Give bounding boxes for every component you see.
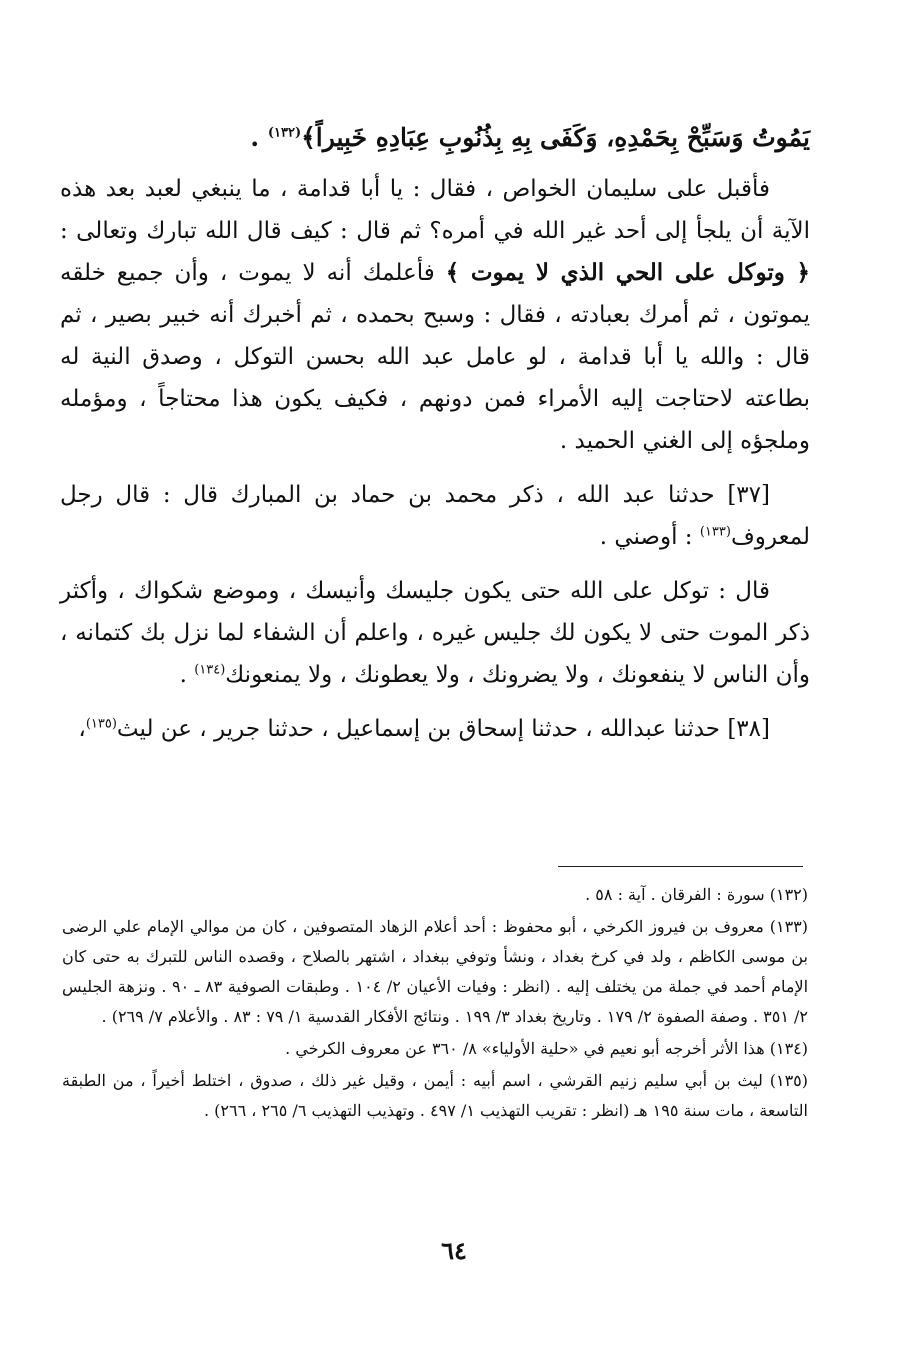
verse-text: يَمُوتُ وَسَبِّحْ بِحَمْدِهِ، وَكَفَى بِهِ بِذُنُوبِ عِبَادِهِ خَبِيراً﴾ — [301, 123, 810, 152]
paragraph-38 — [60, 708, 810, 750]
footnotes — [62, 880, 808, 1128]
footnote-134: (١٣٤) هذا الأثر أخرجه أبو نعيم في «حلية الأولياء» ٨/ ٣٦٠ عن معروف الكرخي . — [285, 1039, 808, 1058]
quran-verse-line — [60, 118, 810, 158]
paragraph-38-text: [٣٨] حدثنا عبدالله ، حدثنا إسحاق بن إسماعيل ، حدثنا جرير ، عن ليث — [116, 716, 770, 742]
paragraph-1 — [60, 168, 810, 462]
paragraph-37-text-a: [٣٧] حدثنا عبد الله ، ذكر محمد بن حماد بن المبارك قال : قال رجل لمعروف — [60, 482, 810, 550]
paragraph-3-end: . — [179, 662, 187, 688]
footnote-133: (١٣٣) معروف بن فيروز الكرخي ، أبو محفوظ : أحد أعلام الزهاد المتصوفين ، كان من موالي الإمام علي الرضى بن موسى الكاظم ، ولد في كرخ بغداد ، ونشأ وتوفي ببغداد ، اشتهر بالصلاح ، وقصده الناس للتبرك به حتى كان الإمام أحمد في جملة من يختلف إليه . (انظر : وفيات الأعيان ٢/ ١٠٤ . وطبقات الصوفية ٨٣ ـ ٩٠ . ونزهة الجليس ٢/ ٣٥١ . وصفة الصفوة ٢/ ١٧٩ . وتاريخ بغداد ٣/ ١٩٩ . ونتائج الأفكار القدسية ١/ ٧٩ : ٨٣ . والأعلام ٧/ ٢٦٩) . — [62, 917, 809, 1026]
footnote-ref-133: (١٣٣) — [699, 524, 731, 540]
verse-end-punct: . — [250, 123, 260, 152]
paragraph-37 — [60, 474, 810, 558]
footnote-ref-135: (١٣٥) — [85, 716, 117, 732]
quran-quote: ﴿ وتوكل على الحي الذي لا يموت ﴾ — [445, 259, 810, 286]
footnote-135: (١٣٥) ليث بن أبي سليم زنيم القرشي ، اسم أبيه : أيمن ، وقيل غير ذلك ، صدوق ، اختلط أخيراً ، من الطبقة التاسعة ، مات سنة ١٩٥ هـ (انظر : تقريب التهذيب ١/ ٤٩٧ . وتهذيب التهذيب ٦/ ٢٦٥ ، ٢٦٦) . — [62, 1071, 808, 1120]
paragraph-1-text-b: فأعلمك أنه لا يموت ، وأن جميع خلقه يموتون ، ثم أمرك بعبادته ، فقال : وسبح بحمده ، ثم أخبرك أنه خبير بصير ، ثم قال : والله يا أبا قدامة ، لو عامل عبد الله بحسن التوكل ، وصدق النية له بطاعته لاحتاجت إليه الأمراء فمن دونهم ، فكيف يكون هذا محتاجاً ، ومؤمله وملجؤه إلى الغني الحميد . — [60, 260, 810, 454]
footnote-separator — [558, 866, 803, 867]
paragraph-1-text-a: فأقبل على سليمان الخواص ، فقال : يا أبا قدامة ، ما ينبغي لعبد بعد هذه الآية أن يلجأ إلى أحد غير الله في أمره؟ ثم قال : كيف قال الله تبارك وتعالى : — [60, 176, 810, 244]
page-number: ٦٤ — [441, 1236, 467, 1265]
footnote-ref-134: (١٣٤) — [194, 662, 226, 678]
paragraph-38-end: ، — [78, 716, 86, 742]
paragraph-37-text-b: : أوصني . — [599, 524, 693, 550]
paragraph-3 — [60, 570, 810, 696]
main-text — [60, 118, 810, 762]
footnote-132: (١٣٢) سورة : الفرقان . آية : ٥٨ . — [585, 885, 808, 904]
paragraph-3-text: قال : توكل على الله حتى يكون جليسك وأنيسك ، وموضع شكواك ، وأكثر ذكر الموت حتى لا يكون لك جليس غيره ، واعلم أن الشفاء لما نزل بك كتمانه ، وأن الناس لا ينفعونك ، ولا يضرونك ، ولا يعطونك ، ولا يمنعونك — [60, 578, 810, 688]
footnote-ref-132: (١٣٢) — [267, 125, 302, 141]
